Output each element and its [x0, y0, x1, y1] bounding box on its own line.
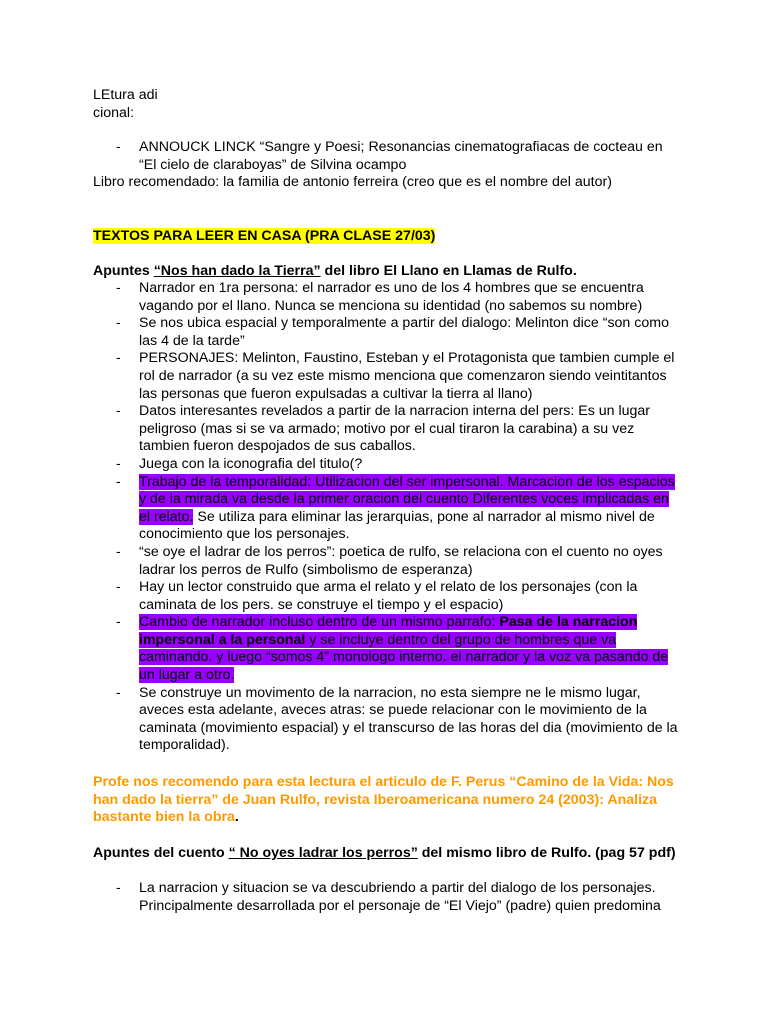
intro-list: [93, 139, 683, 174]
section1-title-suffix: del libro El Llano en Llamas de Rulfo.: [320, 263, 577, 279]
list-item: - Se construye un movimento de la narracion, no esta siempre ne le mismo lugar, aveces esta adelante, aveces atras: se puede relacionar con le movimiento de la caminata (movimiento espacial) y el transcurso de las horas del dia (movimiento de la temporalidad).: [93, 685, 683, 755]
profe-note-text: Profe nos recomendo para esta lectura el articulo de F. Perus “Camino de la Vida: Nos han dado la tierra” de Juan Rulfo, revista Iberoamericana numero 24 (2003): Analiza bastante bien la obra: [93, 774, 674, 826]
list-item: - La narracion y situacion se va descubriendo a partir del dialogo de los personajes. Principalmente desarrollada por el personaje de “El Viejo” (padre) quien predomina: [93, 880, 683, 915]
highlight-text: y se incluye dentro del grupo de hombres que va caminando. y luego “somos 4” monologo interno. el narrador y la voz va pasando de un lugar a otro.: [139, 631, 669, 684]
section2-title-prefix: Apuntes del cuento: [93, 845, 229, 861]
section2-title-underlined: “ No oyes ladrar los perros”: [228, 845, 418, 861]
list-item: [93, 614, 683, 684]
profe-note-period: .: [234, 809, 239, 826]
list-item: - Se nos ubica espacial y temporalmente a partir del dialogo: Melinton dice “son como las 4 de la tarde”: [93, 315, 683, 350]
section2-list: [93, 880, 683, 915]
section2-title: [93, 845, 683, 863]
intro-line-2: cional:: [93, 104, 135, 121]
highlight-text: Cambio de narrador incluso dentro de un mismo parrafo:: [139, 614, 500, 631]
list-item: [93, 474, 683, 544]
list-item: - Datos interesantes revelados a partir de la narracion interna del pers: Es un lugar peligroso (mas si se va armado; motivo por el cual tiraron la carabina) a su vez tambien fueron despojados de sus caballos.: [93, 403, 683, 456]
purple-highlight: Trabajo de la temporalidad: Utilizacion del ser impersonal. Marcacion de los espacios y de la mirada va desde la primer oracion del cuento Diferentes voces implicadas en el relato.: [139, 473, 675, 525]
section1-title-underlined: “Nos han dado la Tierra”: [153, 263, 321, 279]
recommended-book: Libro recomendado: la familia de antonio ferreira (creo que es el nombre del autor): [93, 174, 612, 190]
intro-line-1: LEtura adi: [93, 87, 158, 103]
section1-list: [93, 280, 683, 755]
intro-heading: [93, 87, 683, 122]
section-heading: [93, 228, 683, 246]
list-item: - “se oye el ladrar de los perros”: poetica de rulfo, se relaciona con el cuento no oyes ladrar los perros de Rulfo (simbolismo de esperanza): [93, 544, 683, 579]
list-item-text: Se utiliza para eliminar las jerarquias, pone al narrador al mismo nivel de conocimiento que los personajes.: [139, 508, 655, 543]
section1-title-prefix: Apuntes: [93, 263, 154, 279]
list-item: - PERSONAJES: Melinton, Faustino, Esteban y el Protagonista que tambien cumple el rol de narrador (a su vez este mismo menciona que comenzaron siendo veintitantos las personas que fueron expulsadas a cultivar la tierra al llano): [93, 350, 683, 403]
list-item: - Narrador en 1ra persona: el narrador es uno de los 4 hombres que se encuentra vagando por el llano. Nunca se menciona su identidad (no sabemos su nombre): [93, 280, 683, 315]
list-item: - Hay un lector construido que arma el relato y el relato de los personajes (con la caminata de los pers. se construye el tiempo y el espacio): [93, 579, 683, 614]
section2-title-suffix: del mismo libro de Rulfo. (pag 57 pdf): [417, 845, 676, 861]
list-item: - Juega con la iconografia del titulo(?: [93, 456, 683, 474]
profe-note: [93, 774, 683, 827]
list-item: - ANNOUCK LINCK “Sangre y Poesi; Resonancias cinematografiacas de cocteau en “El cielo de claraboyas” de Silvina ocampo: [93, 139, 683, 174]
highlight-bold-text: Pasa de la narracion impersonal a la personal: [139, 614, 638, 648]
homework-heading: TEXTOS PARA LEER EN CASA (PRA CLASE 27/03): [93, 228, 436, 244]
section1-title: [93, 263, 683, 281]
purple-highlight: [139, 614, 668, 683]
